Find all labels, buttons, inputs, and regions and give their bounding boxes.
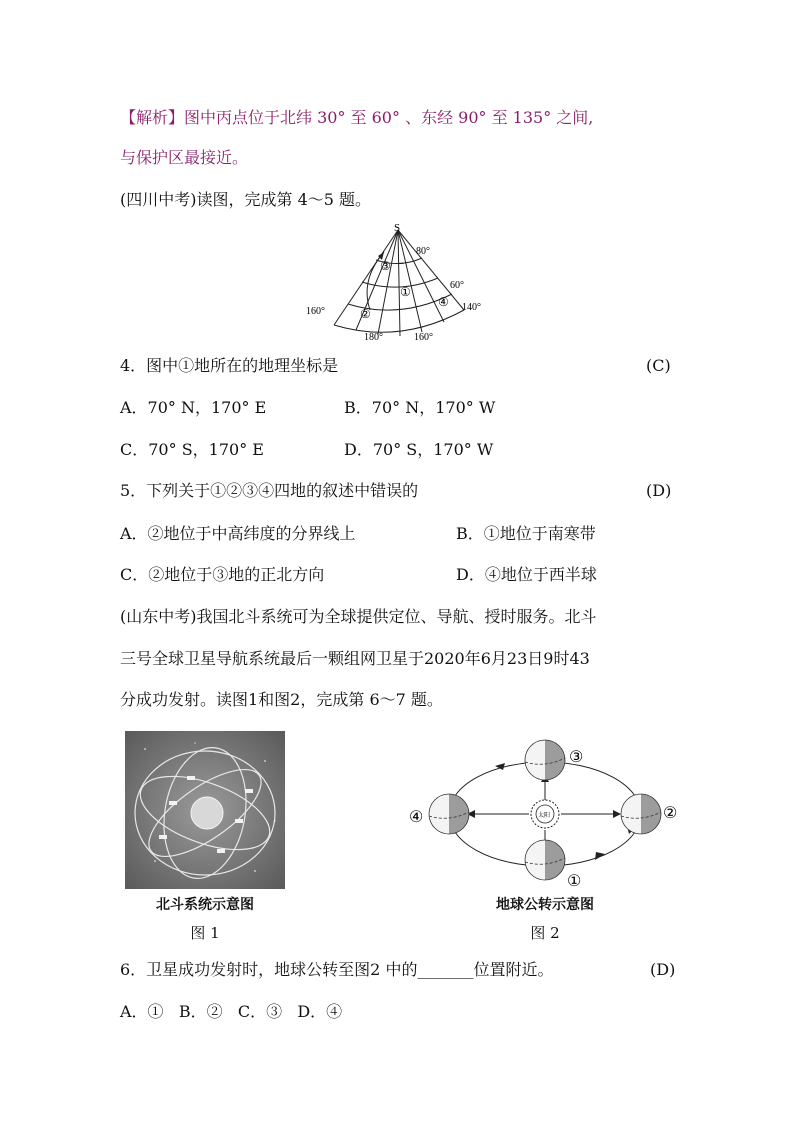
q5-option-b: B．①地位于南寒带 [456, 524, 596, 543]
q6-stem: 6．卫星成功发射时，地球公转至图2 中的_______位置附近。 [120, 960, 554, 979]
pos-1-label: ① [567, 873, 582, 890]
q5-option-a: A．②地位于中高纬度的分界线上 [120, 524, 356, 543]
q4-option-c: C．70° S，170° E [120, 440, 264, 459]
earth-bottom [525, 840, 565, 880]
pos-4-label: ④ [409, 809, 424, 826]
q6-options: A．① B．② C．③ D．④ [120, 1002, 343, 1021]
intro-shandong-line-1: (山东中考)我国北斗系统可为全球提供定位、导航、授时服务。北斗 [120, 607, 597, 626]
earth-revolution-diagram [405, 736, 685, 892]
lon-140-label: 140° [462, 302, 481, 313]
q4-option-b: B．70° N，170° W [344, 398, 496, 417]
earth-top [525, 740, 565, 780]
sun-label: 太阳 [538, 813, 551, 819]
lon-180-label: 180° [364, 332, 383, 343]
fig1-caption: 北斗系统示意图 [156, 897, 254, 913]
mark-4: ④ [438, 295, 449, 309]
lat-80-label: 80° [416, 246, 430, 257]
lat-60-label: 60° [450, 280, 464, 291]
q4-option-a: A．70° N，170° E [120, 398, 267, 417]
lon-160-bottom-label: 160° [414, 332, 433, 343]
fig2-label: 图 2 [530, 924, 560, 942]
q5-option-d: D．④地位于西半球 [456, 565, 597, 584]
pos-2-label: ② [663, 805, 678, 822]
intro-sichuan: (四川中考)读图，完成第 4～5 题。 [120, 190, 372, 209]
earth-left [429, 794, 469, 834]
pole-label: S [394, 222, 401, 234]
fig1-label: 图 1 [190, 924, 220, 942]
q4-answer: (C) [646, 356, 671, 375]
q5-stem: 5．下列关于①②③④四地的叙述中错误的 [120, 481, 419, 500]
q5-option-c: C．②地位于③地的正北方向 [120, 565, 325, 584]
pos-3-label: ③ [569, 749, 584, 766]
intro-shandong-line-2: 三号全球卫星导航系统最后一颗组网卫星于2020年6月23日9时43 [120, 649, 590, 668]
mark-1: ① [400, 285, 411, 299]
earth-right [621, 794, 661, 834]
q6-answer: (D) [650, 960, 676, 979]
beidou-system-image [125, 731, 285, 889]
analysis-line-2: 与保护区最接近。 [120, 148, 249, 167]
analysis-line-1: 【解析】图中丙点位于北纬 30° 至 60° 、东经 90° 至 135° 之间, [120, 108, 594, 127]
intro-shandong-line-3: 分成功发射。读图1和图2，完成第 6～7 题。 [120, 690, 443, 709]
lon-160-left-label: 160° [306, 306, 325, 317]
q5-answer: (D) [646, 481, 672, 500]
parallel-outer [334, 310, 464, 332]
q4-stem: 4．图中①地所在的地理坐标是 [120, 356, 339, 375]
polar-fan-map [300, 220, 500, 345]
fig2-caption: 地球公转示意图 [496, 897, 594, 913]
q4-option-d: D．70° S，170° W [344, 440, 494, 459]
mark-2: ② [360, 307, 371, 321]
mark-3: ③ [380, 259, 391, 273]
